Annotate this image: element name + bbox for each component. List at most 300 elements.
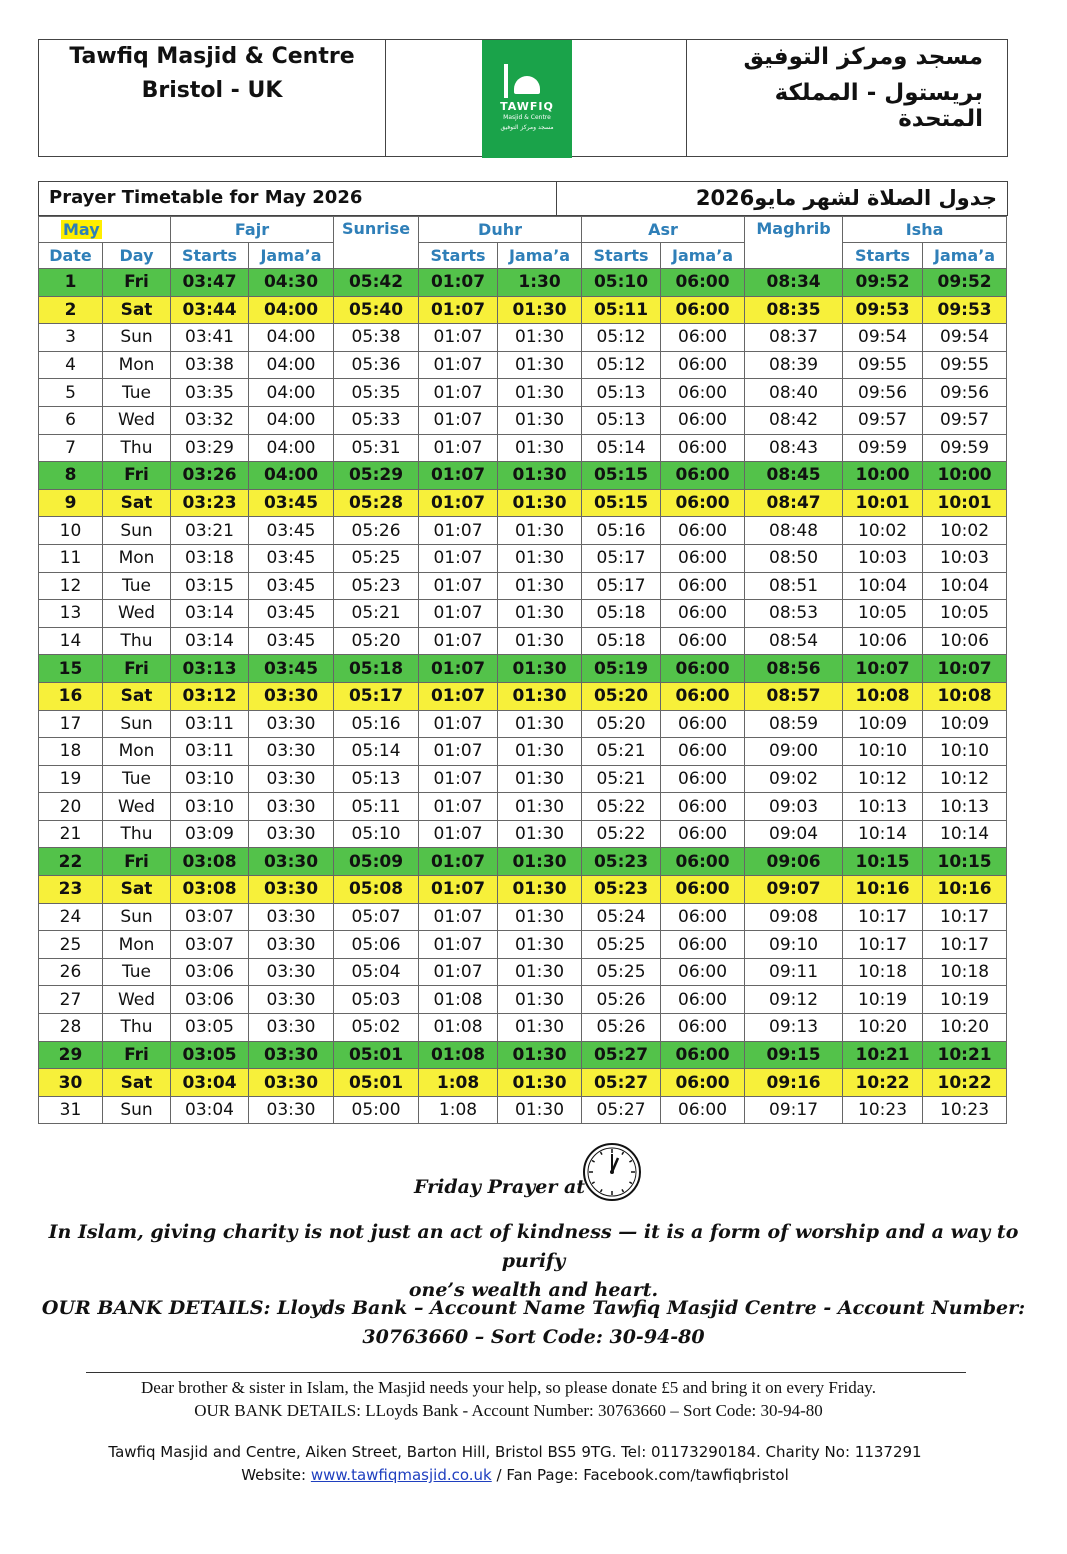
charity-line-1: In Islam, giving charity is not just an act of kindness — it is a form of worship and a way to purify <box>48 1221 1019 1272</box>
date-cell: 23 <box>39 876 103 904</box>
table-row <box>39 1096 1007 1124</box>
fajr-jamaa-cell: 03:30 <box>249 903 334 931</box>
isha-starts-cell: 09:54 <box>843 324 923 352</box>
maghrib-cell: 08:59 <box>745 710 843 738</box>
asr-starts-cell: 05:15 <box>582 462 661 490</box>
isha-jamaa-cell: 10:22 <box>923 1069 1007 1097</box>
sunrise-header: Sunrise <box>334 217 419 269</box>
isha-starts-cell: 10:15 <box>843 848 923 876</box>
fajr-jamaa-cell: 04:00 <box>249 462 334 490</box>
asr-starts-cell: 05:26 <box>582 986 661 1014</box>
day-cell: Sun <box>103 710 171 738</box>
asr-jamaa-cell: 06:00 <box>661 489 745 517</box>
sunrise-cell: 05:13 <box>334 765 419 793</box>
isha-starts-cell: 10:22 <box>843 1069 923 1097</box>
asr-starts-cell: 05:24 <box>582 903 661 931</box>
isha-starts-cell: 10:07 <box>843 655 923 683</box>
asr-starts-cell: 05:21 <box>582 765 661 793</box>
isha-jamaa-cell: 09:57 <box>923 406 1007 434</box>
sunrise-cell: 05:28 <box>334 489 419 517</box>
date-cell: 8 <box>39 462 103 490</box>
table-row <box>39 379 1007 407</box>
isha-jamaa-cell: 09:52 <box>923 269 1007 297</box>
maghrib-cell: 08:37 <box>745 324 843 352</box>
asr-starts-cell: 05:15 <box>582 489 661 517</box>
asr-starts-cell: 05:13 <box>582 379 661 407</box>
sunrise-cell: 05:33 <box>334 406 419 434</box>
day-cell: Tue <box>103 379 171 407</box>
day-cell: Fri <box>103 655 171 683</box>
day-cell: Fri <box>103 1041 171 1069</box>
duhr-jamaa-cell: 01:30 <box>498 600 582 628</box>
maghrib-cell: 08:53 <box>745 600 843 628</box>
donation-notice <box>0 1376 1017 1422</box>
asr-starts-cell: 05:13 <box>582 406 661 434</box>
website-line <box>0 1464 1030 1487</box>
isha-jamaa-cell: 09:56 <box>923 379 1007 407</box>
sunrise-cell: 05:14 <box>334 738 419 766</box>
isha-starts-cell: 10:03 <box>843 544 923 572</box>
duhr-jamaa-cell: 01:30 <box>498 848 582 876</box>
fajr-jamaa-cell: 03:30 <box>249 876 334 904</box>
fajr-jamaa-cell: 03:30 <box>249 682 334 710</box>
fajr-starts-cell: 03:14 <box>171 627 249 655</box>
date-cell: 13 <box>39 600 103 628</box>
date-cell: 3 <box>39 324 103 352</box>
isha-starts-cell: 10:17 <box>843 931 923 959</box>
date-cell: 31 <box>39 1096 103 1124</box>
duhr-starts-cell: 01:07 <box>419 958 498 986</box>
duhr-jamaa-cell: 01:30 <box>498 517 582 545</box>
fajr-jamaa-cell: 04:00 <box>249 406 334 434</box>
table-row <box>39 1041 1007 1069</box>
isha-starts-cell: 10:06 <box>843 627 923 655</box>
asr-starts-cell: 05:23 <box>582 876 661 904</box>
table-row <box>39 710 1007 738</box>
date-cell: 28 <box>39 1014 103 1042</box>
maghrib-cell: 08:54 <box>745 627 843 655</box>
dome-icon <box>514 76 540 94</box>
sunrise-cell: 05:02 <box>334 1014 419 1042</box>
donate-line-1: Dear brother & sister in Islam, the Masjid needs your help, so please donate £5 and bring it on every Friday. <box>141 1378 876 1397</box>
maghrib-cell: 09:07 <box>745 876 843 904</box>
date-cell: 11 <box>39 544 103 572</box>
fajr-jamaa-cell: 03:30 <box>249 1041 334 1069</box>
sunrise-cell: 05:25 <box>334 544 419 572</box>
duhr-starts-cell: 01:07 <box>419 296 498 324</box>
duhr-starts-cell: 1:08 <box>419 1096 498 1124</box>
header-box <box>38 39 1008 157</box>
fajr-jamaa-cell: 03:45 <box>249 655 334 683</box>
asr-jamaa-cell: 06:00 <box>661 793 745 821</box>
asr-starts-cell: 05:27 <box>582 1069 661 1097</box>
table-row <box>39 600 1007 628</box>
isha-jamaa-cell: 10:05 <box>923 600 1007 628</box>
sunrise-cell: 05:18 <box>334 655 419 683</box>
masjid-location-ar: بريستول - المملكة المتحدة <box>774 80 983 132</box>
isha-starts-cell: 10:05 <box>843 600 923 628</box>
duhr-starts-cell: 01:07 <box>419 765 498 793</box>
sunrise-cell: 05:40 <box>334 296 419 324</box>
table-row <box>39 351 1007 379</box>
table-row <box>39 627 1007 655</box>
fajr-starts-cell: 03:35 <box>171 379 249 407</box>
date-cell: 30 <box>39 1069 103 1097</box>
asr-jamaa-cell: 06:00 <box>661 765 745 793</box>
day-cell: Sun <box>103 1096 171 1124</box>
date-cell: 21 <box>39 820 103 848</box>
asr-starts-cell: 05:12 <box>582 324 661 352</box>
table-row <box>39 489 1007 517</box>
isha-jamaa-cell: 10:20 <box>923 1014 1007 1042</box>
table-row <box>39 820 1007 848</box>
isha-jamaa-cell: 10:08 <box>923 682 1007 710</box>
timetable-title-ar: جدول الصلاة لشهر مايو2026 <box>695 186 997 210</box>
duhr-starts-cell: 01:07 <box>419 710 498 738</box>
maghrib-cell: 09:08 <box>745 903 843 931</box>
asr-jamaa-cell: 06:00 <box>661 406 745 434</box>
fajr-starts-cell: 03:44 <box>171 296 249 324</box>
duhr-jamaa-cell: 01:30 <box>498 958 582 986</box>
day-cell: Thu <box>103 820 171 848</box>
day-cell: Sat <box>103 876 171 904</box>
isha-starts-cell: 10:01 <box>843 489 923 517</box>
date-cell: 4 <box>39 351 103 379</box>
duhr-jamaa-cell: 01:30 <box>498 986 582 1014</box>
asr-jamaa-cell: 06:00 <box>661 1096 745 1124</box>
asr-starts-cell: 05:27 <box>582 1041 661 1069</box>
duhr-starts-cell: 01:07 <box>419 848 498 876</box>
asr-starts-cell: 05:14 <box>582 434 661 462</box>
maghrib-cell: 09:02 <box>745 765 843 793</box>
table-row <box>39 682 1007 710</box>
masjid-name-ar: مسجد ومركز التوفيق <box>743 44 983 70</box>
isha-starts-cell: 10:18 <box>843 958 923 986</box>
duhr-jamaa-cell: 01:30 <box>498 324 582 352</box>
date-cell: 15 <box>39 655 103 683</box>
duhr-jamaa-cell: 01:30 <box>498 379 582 407</box>
fajr-jamaa-cell: 03:45 <box>249 600 334 628</box>
date-cell: 17 <box>39 710 103 738</box>
fajr-jamaa-cell: 03:30 <box>249 1096 334 1124</box>
duhr-starts-cell: 01:07 <box>419 627 498 655</box>
asr-jamaa-cell: 06:00 <box>661 351 745 379</box>
asr-jamaa-cell: 06:00 <box>661 627 745 655</box>
duhr-starts-cell: 01:07 <box>419 406 498 434</box>
sunrise-cell: 05:29 <box>334 462 419 490</box>
asr-starts-cell: 05:23 <box>582 848 661 876</box>
asr-jamaa-cell: 06:00 <box>661 517 745 545</box>
date-cell: 1 <box>39 269 103 297</box>
day-cell: Thu <box>103 627 171 655</box>
isha-jamaa-cell: 10:17 <box>923 903 1007 931</box>
fajr-starts-cell: 03:04 <box>171 1069 249 1097</box>
duhr-starts-cell: 01:07 <box>419 489 498 517</box>
asr-jamaa-cell: 06:00 <box>661 600 745 628</box>
day-cell: Sun <box>103 324 171 352</box>
fajr-starts-cell: 03:12 <box>171 682 249 710</box>
maghrib-cell: 09:10 <box>745 931 843 959</box>
duhr-starts-cell: 01:07 <box>419 517 498 545</box>
asr-starts-cell: 05:17 <box>582 572 661 600</box>
asr-jamaa-cell: 06:00 <box>661 903 745 931</box>
fajr-starts-cell: 03:13 <box>171 655 249 683</box>
fajr-jamaa-cell: 04:00 <box>249 296 334 324</box>
isha-starts-cell: 10:14 <box>843 820 923 848</box>
duhr-starts-cell: 01:07 <box>419 600 498 628</box>
table-row <box>39 462 1007 490</box>
isha-starts-cell: 09:56 <box>843 379 923 407</box>
fajr-starts-header: Starts <box>171 243 249 269</box>
duhr-jamaa-cell: 01:30 <box>498 489 582 517</box>
sunrise-cell: 05:38 <box>334 324 419 352</box>
day-cell: Wed <box>103 406 171 434</box>
sunrise-cell: 05:01 <box>334 1069 419 1097</box>
divider <box>86 1372 966 1373</box>
table-row <box>39 517 1007 545</box>
duhr-jamaa-header: Jama’a <box>498 243 582 269</box>
duhr-jamaa-cell: 01:30 <box>498 351 582 379</box>
fajr-jamaa-cell: 04:30 <box>249 269 334 297</box>
sunrise-cell: 05:10 <box>334 820 419 848</box>
maghrib-cell: 08:47 <box>745 489 843 517</box>
duhr-starts-cell: 01:07 <box>419 820 498 848</box>
fajr-jamaa-cell: 03:30 <box>249 986 334 1014</box>
asr-starts-cell: 05:22 <box>582 820 661 848</box>
date-cell: 27 <box>39 986 103 1014</box>
isha-starts-cell: 10:16 <box>843 876 923 904</box>
maghrib-cell: 08:50 <box>745 544 843 572</box>
maghrib-cell: 09:12 <box>745 986 843 1014</box>
fajr-starts-cell: 03:14 <box>171 600 249 628</box>
table-row <box>39 406 1007 434</box>
maghrib-cell: 08:42 <box>745 406 843 434</box>
duhr-jamaa-cell: 01:30 <box>498 931 582 959</box>
isha-jamaa-cell: 10:18 <box>923 958 1007 986</box>
table-row <box>39 269 1007 297</box>
duhr-starts-cell: 01:07 <box>419 434 498 462</box>
duhr-jamaa-cell: 01:30 <box>498 876 582 904</box>
duhr-starts-cell: 01:07 <box>419 793 498 821</box>
maghrib-cell: 09:04 <box>745 820 843 848</box>
table-row <box>39 296 1007 324</box>
duhr-jamaa-cell: 01:30 <box>498 1096 582 1124</box>
fajr-starts-cell: 03:11 <box>171 738 249 766</box>
duhr-starts-cell: 01:08 <box>419 1014 498 1042</box>
maghrib-cell: 08:39 <box>745 351 843 379</box>
maghrib-cell: 09:17 <box>745 1096 843 1124</box>
sunrise-cell: 05:21 <box>334 600 419 628</box>
fajr-jamaa-cell: 03:30 <box>249 738 334 766</box>
fajr-jamaa-cell: 04:00 <box>249 351 334 379</box>
asr-starts-cell: 05:10 <box>582 269 661 297</box>
isha-header: Isha <box>843 217 1007 243</box>
charity-message <box>30 1218 1037 1305</box>
day-cell: Tue <box>103 765 171 793</box>
duhr-starts-cell: 01:07 <box>419 351 498 379</box>
table-subheader-row <box>39 243 1007 269</box>
asr-starts-cell: 05:12 <box>582 351 661 379</box>
asr-jamaa-cell: 06:00 <box>661 572 745 600</box>
masjid-location-en: Bristol - UK <box>141 78 283 103</box>
isha-starts-header: Starts <box>843 243 923 269</box>
duhr-starts-cell: 01:07 <box>419 655 498 683</box>
isha-jamaa-cell: 10:13 <box>923 793 1007 821</box>
asr-starts-cell: 05:25 <box>582 931 661 959</box>
bank-line-2: 30763660 – Sort Code: 30-94-80 <box>362 1326 705 1348</box>
sunrise-cell: 05:26 <box>334 517 419 545</box>
table-header-row <box>39 217 1007 243</box>
day-cell: Fri <box>103 462 171 490</box>
fajr-starts-cell: 03:15 <box>171 572 249 600</box>
isha-jamaa-cell: 10:00 <box>923 462 1007 490</box>
table-row <box>39 434 1007 462</box>
isha-starts-cell: 10:23 <box>843 1096 923 1124</box>
asr-starts-cell: 05:19 <box>582 655 661 683</box>
asr-jamaa-cell: 06:00 <box>661 682 745 710</box>
duhr-jamaa-cell: 01:30 <box>498 1041 582 1069</box>
sunrise-cell: 05:36 <box>334 351 419 379</box>
isha-jamaa-cell: 10:03 <box>923 544 1007 572</box>
date-cell: 24 <box>39 903 103 931</box>
isha-starts-cell: 10:02 <box>843 517 923 545</box>
table-row <box>39 1014 1007 1042</box>
duhr-jamaa-cell: 01:30 <box>498 627 582 655</box>
table-row <box>39 324 1007 352</box>
day-cell: Mon <box>103 931 171 959</box>
isha-starts-cell: 09:53 <box>843 296 923 324</box>
asr-starts-cell: 05:18 <box>582 627 661 655</box>
sunrise-cell: 05:04 <box>334 958 419 986</box>
fajr-jamaa-cell: 03:30 <box>249 958 334 986</box>
asr-starts-cell: 05:11 <box>582 296 661 324</box>
donate-line-2: OUR BANK DETAILS: LLoyds Bank - Account Number: 30763660 – Sort Code: 30-94-80 <box>194 1401 823 1420</box>
isha-jamaa-cell: 10:09 <box>923 710 1007 738</box>
date-cell: 5 <box>39 379 103 407</box>
asr-jamaa-cell: 06:00 <box>661 1069 745 1097</box>
isha-jamaa-cell: 10:15 <box>923 848 1007 876</box>
fajr-starts-cell: 03:07 <box>171 931 249 959</box>
asr-jamaa-cell: 06:00 <box>661 462 745 490</box>
isha-jamaa-cell: 10:10 <box>923 738 1007 766</box>
table-row <box>39 848 1007 876</box>
asr-jamaa-cell: 06:00 <box>661 931 745 959</box>
isha-starts-cell: 10:10 <box>843 738 923 766</box>
asr-jamaa-cell: 06:00 <box>661 296 745 324</box>
fajr-jamaa-cell: 03:30 <box>249 1069 334 1097</box>
maghrib-cell: 08:56 <box>745 655 843 683</box>
duhr-jamaa-cell: 01:30 <box>498 793 582 821</box>
date-cell: 18 <box>39 738 103 766</box>
day-cell: Mon <box>103 738 171 766</box>
fajr-jamaa-cell: 03:45 <box>249 572 334 600</box>
date-cell: 19 <box>39 765 103 793</box>
duhr-starts-cell: 01:08 <box>419 1041 498 1069</box>
duhr-starts-cell: 01:07 <box>419 931 498 959</box>
day-cell: Sat <box>103 296 171 324</box>
maghrib-cell: 08:34 <box>745 269 843 297</box>
duhr-starts-header: Starts <box>419 243 498 269</box>
maghrib-cell: 09:11 <box>745 958 843 986</box>
timetable-title-bar <box>38 181 1008 216</box>
asr-jamaa-cell: 06:00 <box>661 848 745 876</box>
sunrise-cell: 05:00 <box>334 1096 419 1124</box>
table-row <box>39 655 1007 683</box>
fajr-starts-cell: 03:05 <box>171 1014 249 1042</box>
masjid-name-en: Tawfiq Masjid & Centre <box>69 44 355 69</box>
sunrise-cell: 05:42 <box>334 269 419 297</box>
table-row <box>39 572 1007 600</box>
fajr-jamaa-cell: 04:00 <box>249 379 334 407</box>
duhr-starts-cell: 01:07 <box>419 682 498 710</box>
fajr-starts-cell: 03:11 <box>171 710 249 738</box>
day-cell: Tue <box>103 572 171 600</box>
charity-line-2: one’s wealth and heart. <box>408 1279 659 1301</box>
asr-jamaa-cell: 06:00 <box>661 269 745 297</box>
isha-starts-cell: 09:55 <box>843 351 923 379</box>
logo-text-en: Masjid & Centre <box>503 114 551 121</box>
maghrib-header: Maghrib <box>745 217 843 269</box>
fajr-jamaa-cell: 03:45 <box>249 517 334 545</box>
isha-starts-cell: 10:08 <box>843 682 923 710</box>
address-line: Tawfiq Masjid and Centre, Aiken Street, Barton Hill, Bristol BS5 9TG. Tel: 01173290184. Charity No: 1137291 <box>108 1443 922 1461</box>
asr-header: Asr <box>582 217 745 243</box>
asr-jamaa-cell: 06:00 <box>661 738 745 766</box>
fajr-starts-cell: 03:10 <box>171 765 249 793</box>
duhr-starts-cell: 1:08 <box>419 1069 498 1097</box>
date-cell: 12 <box>39 572 103 600</box>
fajr-starts-cell: 03:47 <box>171 269 249 297</box>
website-label: Website: <box>241 1466 307 1484</box>
table-row <box>39 876 1007 904</box>
day-cell: Wed <box>103 986 171 1014</box>
asr-jamaa-cell: 06:00 <box>661 324 745 352</box>
website-link[interactable]: www.tawfiqmasjid.co.uk <box>310 1466 492 1484</box>
sunrise-cell: 05:31 <box>334 434 419 462</box>
table-row <box>39 986 1007 1014</box>
table-row <box>39 544 1007 572</box>
duhr-jamaa-cell: 01:30 <box>498 572 582 600</box>
date-cell: 29 <box>39 1041 103 1069</box>
isha-starts-cell: 10:12 <box>843 765 923 793</box>
date-cell: 10 <box>39 517 103 545</box>
maghrib-cell: 09:03 <box>745 793 843 821</box>
asr-starts-cell: 05:20 <box>582 710 661 738</box>
date-cell: 2 <box>39 296 103 324</box>
sunrise-cell: 05:35 <box>334 379 419 407</box>
fajr-jamaa-cell: 03:45 <box>249 627 334 655</box>
day-cell: Mon <box>103 544 171 572</box>
duhr-jamaa-cell: 01:30 <box>498 820 582 848</box>
table-row <box>39 793 1007 821</box>
maghrib-cell: 09:16 <box>745 1069 843 1097</box>
fajr-jamaa-cell: 03:45 <box>249 489 334 517</box>
fajr-jamaa-header: Jama’a <box>249 243 334 269</box>
masjid-logo <box>482 40 572 158</box>
sunrise-cell: 05:23 <box>334 572 419 600</box>
duhr-jamaa-cell: 01:30 <box>498 903 582 931</box>
isha-jamaa-cell: 10:02 <box>923 517 1007 545</box>
isha-starts-cell: 10:13 <box>843 793 923 821</box>
asr-starts-cell: 05:25 <box>582 958 661 986</box>
maghrib-cell: 08:45 <box>745 462 843 490</box>
isha-starts-cell: 10:09 <box>843 710 923 738</box>
duhr-jamaa-cell: 01:30 <box>498 765 582 793</box>
duhr-starts-cell: 01:07 <box>419 379 498 407</box>
sunrise-cell: 05:06 <box>334 931 419 959</box>
fajr-jamaa-cell: 03:30 <box>249 765 334 793</box>
fajr-starts-cell: 03:21 <box>171 517 249 545</box>
